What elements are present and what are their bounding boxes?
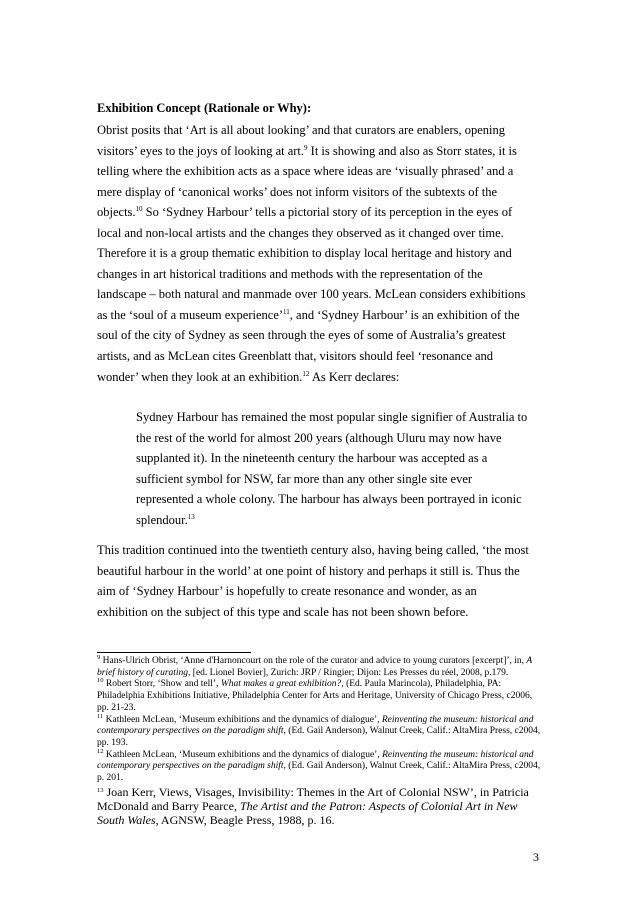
footnote-number: 13: [97, 786, 104, 794]
para1-line: local and non-local artists and the changes they observed as it changed over time.: [97, 225, 504, 240]
footnote-number: 9: [97, 654, 101, 661]
footnote-number: 10: [97, 677, 104, 685]
footnote-ref: 12: [302, 369, 310, 378]
para1-line: wonder’ when they look at an exhibition.$^{12}$ As Kerr declares:: [97, 369, 400, 384]
quote-line: supplanted it). In the nineteenth century the harbour was accepted as a: [136, 451, 488, 466]
footnote-11: $^{11}$ Kathleen McLean, ‘Museum exhibitions and the dynamics of dialogue’, Reinventing the museum: historical and contemporary perspectives on the paradigm shift, (Ed. Gail Anderson), Walnut Creek, Calif.: AltaMira Press, c2004, pp. 193.: [97, 712, 541, 748]
para1-line: telling where the exhibition acts as a space where ideas are ‘visually phrased’ and a: [97, 164, 514, 179]
paragraph-1: [97, 120, 539, 387]
para2-line: beautiful harbour in the world’ at one point of history and perhaps it still is. Thus the: [97, 563, 520, 578]
quote-line: splendour.$^{13}$: [136, 512, 195, 527]
para2-line: exhibition on the subject of this type and scale has not been shown before.: [97, 604, 469, 619]
block-quote: [136, 407, 536, 530]
para1-line: visitors’ eyes to the joys of looking at art.$^9$ It is showing and also as Storr states, it is: [97, 143, 517, 158]
para2-line: This tradition continued into the twentieth century also, having being called, ‘the most: [97, 543, 529, 557]
footnote-12: $^{12}$ Kathleen McLean, ‘Museum exhibitions and the dynamics of dialogue’, Reinventing the museum: historical and contemporary perspectives on the paradigm shift, (Ed. Gail Anderson), Walnut Creek, Calif.: AltaMira Press, c2004, p. 201.: [97, 747, 541, 784]
quote-line: sufficient symbol for NSW, far more than any other single site ever: [136, 471, 473, 486]
page-number: 3: [533, 850, 539, 864]
footnote-number: 11: [97, 712, 104, 720]
footnote-13: $^{13}$ Joan Kerr, Views, Visages, Invisibility: Themes in the Art of Colonial NSW’, in Patricia McDonald and Barry Pearce, The Artist and the Patron: Aspects of Colonial Art in New South Wales, AGNSW, Beagle Press, 1988, p. 16.: [97, 784, 529, 828]
footnote-9: $^9$ Hans-Ulrich Obrist, ‘Anne d'Harnoncourt on the role of the curator and advice to young curators [excerpt]’, in, A brief history of curating, [ed. Lionel Bovier], Zurich: JRP / Ringier; Dijon: Les Presses du réel, 2008, p.179.: [97, 654, 533, 678]
para1-line: artists, and as McLean cites Greenblatt that, visitors should feel ‘resonance and: [97, 349, 494, 364]
footnote-ref: 9: [304, 143, 308, 152]
footnote-divider: [97, 652, 251, 653]
para2-line: aim of ‘Sydney Harbour’ is hopefully to create resonance and wonder, as an: [97, 584, 477, 599]
footnote-ref: 11: [283, 307, 290, 316]
section-heading: Exhibition Concept (Rationale or Why):: [97, 101, 312, 115]
footnote-10: $^{10}$ Robert Storr, ‘Show and tell’, What makes a great exhibition?, (Ed. Paula Marincola), Philadelphia, PA: Philadelphia Exhibitions Initiative, Philadelphia Center for Arts and Heritage, University of Chicago Press, c2006, pp. 21-23.: [97, 677, 533, 713]
para1-line: soul of the city of Sydney as seen through the eyes of some of Australia’s greatest: [97, 328, 506, 343]
para1-line: objects.$^{10}$ So ‘Sydney Harbour’ tells a pictorial story of its perception in the eyes of: [97, 205, 513, 220]
para1-line: Therefore it is a group thematic exhibition to display local heritage and history and: [97, 246, 512, 261]
para1-line: mere display of ‘canonical works’ does not inform visitors of the subtexts of the: [97, 184, 498, 199]
footnote-number: 12: [97, 747, 104, 755]
para1-line: changes in art historical traditions and methods with the representation of the: [97, 266, 483, 281]
para1-line: landscape – both natural and manmade over 100 years. McLean considers exhibitions: [97, 287, 526, 302]
quote-line: Sydney Harbour has remained the most popular single signifier of Australia to: [136, 410, 528, 424]
quote-line: the rest of the world for almost 200 years (although Uluru may now have: [136, 430, 502, 445]
paragraph-2: [97, 540, 539, 622]
footnote-ref: 13: [187, 512, 195, 521]
para1-line: Obrist posits that ‘Art is all about looking’ and that curators are enablers, opening: [97, 123, 506, 137]
quote-line: represented a whole colony. The harbour has always been portrayed in iconic: [136, 492, 522, 507]
footnotes: [97, 656, 542, 827]
para1-line: as the ‘soul of a museum experience’$^{11}$, and ‘Sydney Harbour’ is an exhibition of the: [97, 307, 520, 322]
footnote-ref: 10: [135, 205, 143, 214]
